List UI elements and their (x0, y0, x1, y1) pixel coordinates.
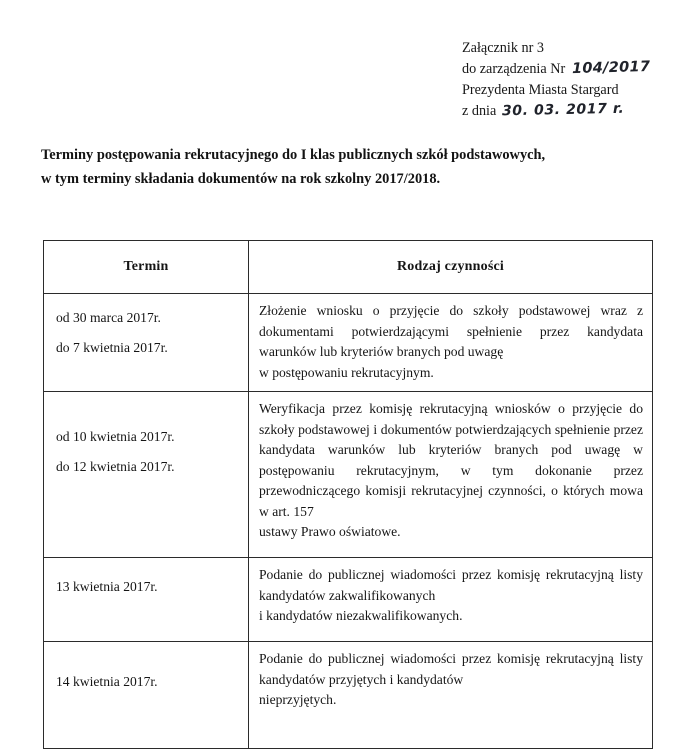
header-line-authority: Prezydenta Miasta Stargard (462, 82, 619, 98)
activity-paragraph: i kandydatów niezakwalifikowanych. (259, 608, 463, 623)
table-row (44, 294, 653, 392)
header-line-attachment: Załącznik nr 3 (462, 40, 544, 56)
term-line: do 7 kwietnia 2017r. (56, 340, 168, 355)
table-header-row (44, 241, 653, 294)
table-row (44, 558, 653, 642)
cell-activity (249, 642, 653, 749)
term-line: od 30 marca 2017r. (56, 310, 161, 325)
table-row (44, 642, 653, 749)
term-line: od 10 kwietnia 2017r. (56, 429, 175, 444)
activity-paragraph: Podanie do publicznej wiadomości przez komisję rekrutacyjną listy kandydatów przyjętych i kandydatów (259, 651, 643, 687)
page-title (41, 143, 655, 191)
cell-term (44, 642, 249, 749)
column-header-activity: Rodzaj czynności (249, 241, 653, 294)
cell-term (44, 294, 249, 392)
page-title-line-2: w tym terminy składania dokumentów na rok szkolny 2017/2018. (41, 171, 441, 187)
term-line: 14 kwietnia 2017r. (56, 674, 158, 689)
cell-activity (249, 294, 653, 392)
ordinance-number-handwritten: 104/2017 (571, 58, 651, 78)
activity-paragraph: nieprzyjętych. (259, 692, 337, 707)
activity-paragraph: w postępowaniu rekrutacyjnym. (259, 364, 434, 380)
header-line-ordinance (462, 59, 677, 80)
cell-activity (249, 558, 653, 642)
term-line: do 12 kwietnia 2017r. (56, 459, 175, 474)
attachment-header (462, 38, 677, 122)
activity-paragraph: Złożenie wniosku o przyjęcie do szkoły podstawowej wraz z dokumentami potwierdzającymi spełnienie przez kandydata warunków lub kryteriów branych pod uwagę (259, 303, 643, 359)
ordinance-label: do zarządzenia Nr (462, 61, 566, 77)
table-row (44, 392, 653, 558)
recruitment-schedule-table (43, 240, 653, 749)
ordinance-date-handwritten: 30. 03. 2017 r. (502, 100, 625, 120)
term-line: 13 kwietnia 2017r. (56, 579, 158, 594)
cell-term (44, 392, 249, 558)
cell-activity (249, 392, 653, 558)
activity-paragraph: Weryfikacja przez komisję rekrutacyjną wniosków o przyjęcie do szkoły podstawowej i dokumentów potwierdzających spełnienie przez kandydata warunków lub kryteriów branych pod uwagę w postępowaniu rekrutacyjnym, w tym dokonanie przez przewodniczącego komisji rekrutacyjnej czynności, o których mowa w art. 157 (259, 401, 643, 519)
column-header-term: Termin (44, 241, 249, 294)
date-label: z dnia (462, 103, 497, 119)
page-title-line-1: Terminy postępowania rekrutacyjnego do I klas publicznych szkół podstawowych, (41, 147, 546, 163)
activity-paragraph: ustawy Prawo oświatowe. (259, 524, 401, 539)
table-body (44, 294, 653, 749)
header-line-date (462, 101, 677, 122)
cell-term (44, 558, 249, 642)
activity-paragraph: Podanie do publicznej wiadomości przez komisję rekrutacyjną listy kandydatów zakwalifikowanych (259, 567, 643, 603)
